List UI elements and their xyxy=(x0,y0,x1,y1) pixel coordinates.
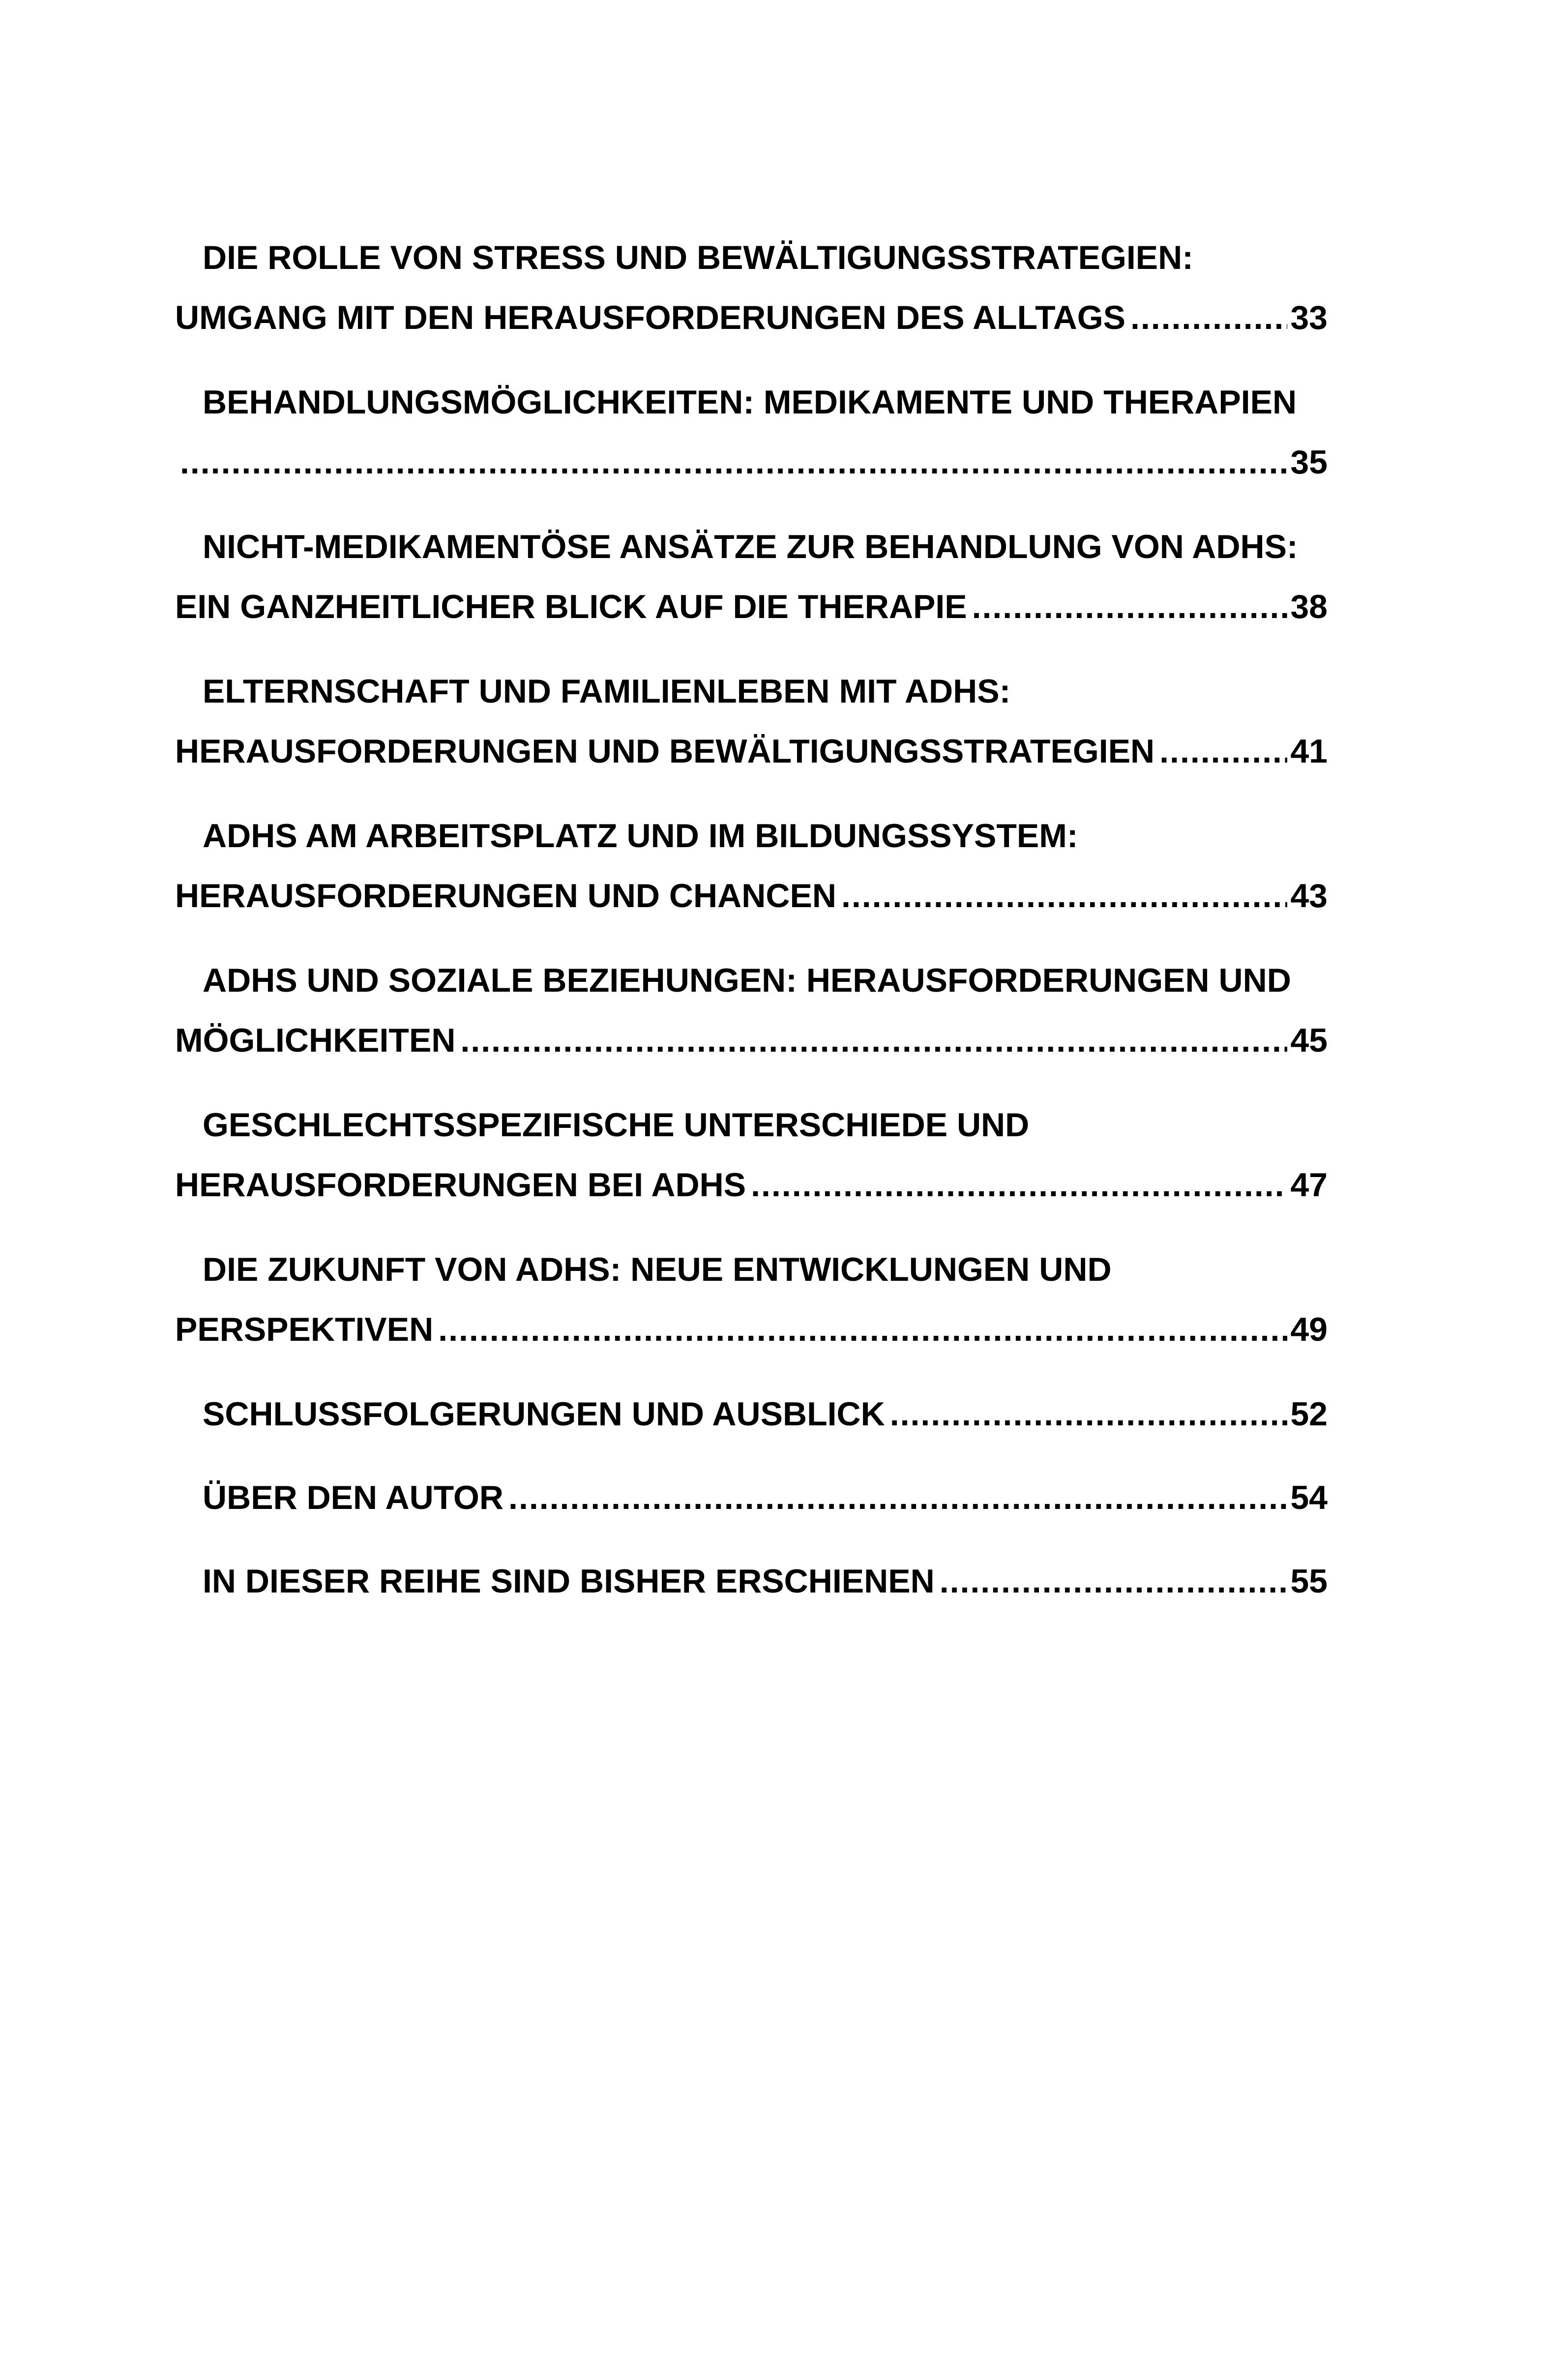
dot-leader xyxy=(1159,727,1287,776)
dot-leader xyxy=(1130,293,1287,342)
toc-page-number: 33 xyxy=(1290,299,1328,336)
toc-entry-title: ELTERNSCHAFT UND FAMILIENLEBEN MIT ADHS: xyxy=(203,673,1011,710)
toc-page-number: 49 xyxy=(1290,1311,1328,1348)
toc-entry-title-continued: MÖGLICHKEITEN xyxy=(175,1022,456,1059)
toc-entry-single-line[interactable] xyxy=(175,1557,1328,1606)
toc-entry-title-line xyxy=(175,667,1328,716)
toc-entry-single-line[interactable] xyxy=(175,1389,1328,1439)
toc-entry-title-line xyxy=(175,233,1328,282)
toc-entry-title-line xyxy=(175,522,1328,571)
toc-entry-leader-line[interactable] xyxy=(175,1305,1328,1354)
toc-page-number: 43 xyxy=(1290,877,1328,914)
toc-entry-title: ÜBER DEN AUTOR xyxy=(203,1479,504,1516)
dot-leader xyxy=(751,1160,1287,1210)
toc-entry-title-continued: HERAUSFORDERUNGEN UND CHANCEN xyxy=(175,877,836,914)
dot-leader xyxy=(972,582,1288,631)
toc-entry-title-line xyxy=(175,1100,1328,1150)
toc-page-number: 41 xyxy=(1290,733,1328,770)
toc-entry-title: ADHS AM ARBEITSPLATZ UND IM BILDUNGSSYSTEM: xyxy=(203,817,1078,855)
toc-entry-title: GESCHLECHTSSPEZIFISCHE UNTERSCHIEDE UND xyxy=(203,1106,1030,1144)
toc-entry-leader-line[interactable] xyxy=(175,727,1328,776)
toc-entry-title: SCHLUSSFOLGERUNGEN UND AUSBLICK xyxy=(203,1395,885,1433)
toc-entry-title: BEHANDLUNGSMÖGLICHKEITEN: MEDIKAMENTE UND THERAPIEN xyxy=(203,384,1297,421)
toc-entry-leader-line[interactable] xyxy=(175,871,1328,920)
dot-leader xyxy=(460,1016,1287,1065)
toc-entry-leader-line[interactable] xyxy=(175,293,1328,342)
toc-entry-single-line[interactable] xyxy=(175,1473,1328,1522)
toc-entry-leader-line[interactable] xyxy=(175,1016,1328,1065)
dot-leader xyxy=(841,871,1287,920)
toc-entry-title: NICHT-MEDIKAMENTÖSE ANSÄTZE ZUR BEHANDLUNG VON ADHS: xyxy=(203,528,1298,565)
dot-leader xyxy=(890,1389,1288,1439)
toc-entry-title: IN DIESER REIHE SIND BISHER ERSCHIENEN xyxy=(203,1563,935,1600)
toc-entry-title-continued: UMGANG MIT DEN HERAUSFORDERUNGEN DES ALLTAGS xyxy=(175,299,1125,336)
toc-page-number: 38 xyxy=(1290,588,1328,625)
toc-page-number: 45 xyxy=(1290,1022,1328,1059)
dot-leader xyxy=(940,1557,1288,1606)
toc-entry-title-line xyxy=(175,811,1328,860)
toc-entry-leader-line[interactable] xyxy=(175,582,1328,631)
toc-page-number: 54 xyxy=(1290,1479,1328,1516)
dot-leader xyxy=(180,438,1287,487)
toc-entry-leader-line[interactable] xyxy=(175,1160,1328,1210)
toc-page-number: 55 xyxy=(1290,1563,1328,1600)
dot-leader xyxy=(508,1473,1287,1522)
toc-page-number: 35 xyxy=(1290,443,1328,481)
toc-entry-title-line xyxy=(175,1245,1328,1294)
toc-entry-title-continued: HERAUSFORDERUNGEN BEI ADHS xyxy=(175,1166,746,1204)
toc-entry-title-continued: HERAUSFORDERUNGEN UND BEWÄLTIGUNGSSTRATEGIEN xyxy=(175,733,1155,770)
dot-leader xyxy=(438,1305,1287,1354)
toc-entry-title: DIE ZUKUNFT VON ADHS: NEUE ENTWICKLUNGEN UND xyxy=(203,1251,1112,1288)
toc-entry-leader-line[interactable] xyxy=(175,438,1328,487)
toc-entry-title: DIE ROLLE VON STRESS UND BEWÄLTIGUNGSSTRATEGIEN: xyxy=(203,239,1193,276)
toc-page-number: 47 xyxy=(1290,1166,1328,1204)
toc-entry-title-continued: PERSPEKTIVEN xyxy=(175,1311,434,1348)
toc-entry-title-continued: EIN GANZHEITLICHER BLICK AUF DIE THERAPIE xyxy=(175,588,967,625)
toc-entry-title-line xyxy=(175,378,1328,427)
toc-entry-title-line xyxy=(175,956,1328,1005)
toc-page-number: 52 xyxy=(1290,1395,1328,1433)
toc-entry-title: ADHS UND SOZIALE BEZIEHUNGEN: HERAUSFORDERUNGEN UND xyxy=(203,962,1291,999)
